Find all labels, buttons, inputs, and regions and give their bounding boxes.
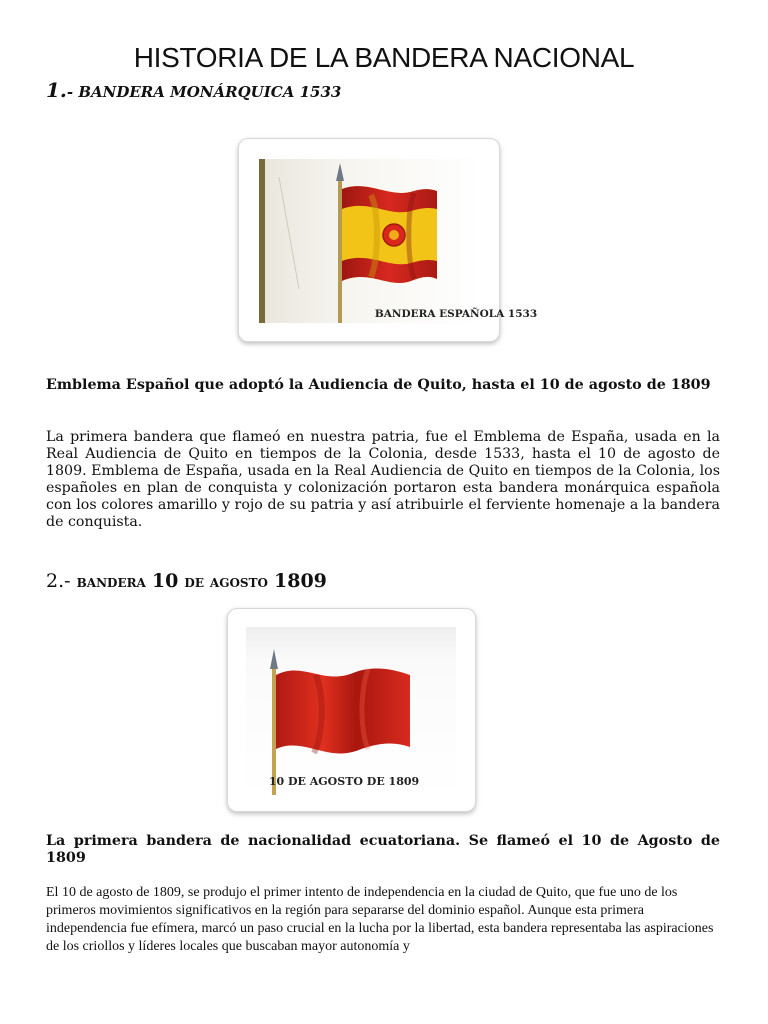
- red-flag-caption: 10 DE AGOSTO DE 1809: [268, 775, 420, 788]
- spanish-flag-caption: BANDERA ESPAÑOLA 1533: [374, 308, 538, 320]
- section-2-heading: [46, 570, 327, 592]
- section-2-number: 2.-: [46, 570, 71, 592]
- section-2-word-2: de agosto: [184, 572, 268, 592]
- section-2-subtitle: La primera bandera de nacionalidad ecuatoriana. Se flameó el 10 de Agosto de 1809: [46, 833, 720, 866]
- section-1-heading-text: - BANDERA MONÁRQUICA 1533: [66, 83, 342, 101]
- flag-red: [276, 669, 410, 754]
- red-flag-figure: [227, 608, 476, 812]
- section-2-num-2: 1809: [274, 570, 327, 592]
- section-1-body: La primera bandera que flameó en nuestra patria, fue el Emblema de España, usada en la Real Audiencia de Quito en tiempos de la Colonia, desde 1533, hasta el 10 de agosto de 1809. Emblema de España, usada en la Real Audiencia de Quito en tiempos de la Colonia, los españoles en plan de conquista y colonización portaron esta bandera monárquica española con los colores amarillo y rojo de su patria y así atribuirle el ferviente homenaje a la bandera de conquista.: [46, 429, 720, 530]
- spanish-flag-figure: [238, 138, 538, 342]
- section-2-num-1: 10: [151, 570, 179, 592]
- section-2-word-1: bandera: [76, 572, 146, 592]
- section-1-subtitle: Emblema Español que adoptó la Audiencia de Quito, hasta el 10 de agosto de 1809: [46, 377, 711, 393]
- section-2-body: El 10 de agosto de 1809, se produjo el primer intento de independencia en la ciudad de Quito, que fue uno de los primeros movimientos significativos en la región para separarse del dominio español. Aunque esta primera independencia fue efímera, marcó un paso crucial en la lucha por la libertad, esta bandera representaba las aspiraciones de los criollos y líderes locales que buscaban mayor autonomía y: [46, 885, 714, 954]
- section-1-heading: [46, 78, 341, 102]
- photo-edge: [259, 159, 265, 323]
- red-flag-image: [228, 609, 475, 811]
- spanish-flag-image: [239, 139, 538, 341]
- section-1-number: 1.: [46, 78, 67, 102]
- document-title: HISTORIA DE LA BANDERA NACIONAL: [133, 42, 635, 73]
- flag-pole: [338, 179, 342, 323]
